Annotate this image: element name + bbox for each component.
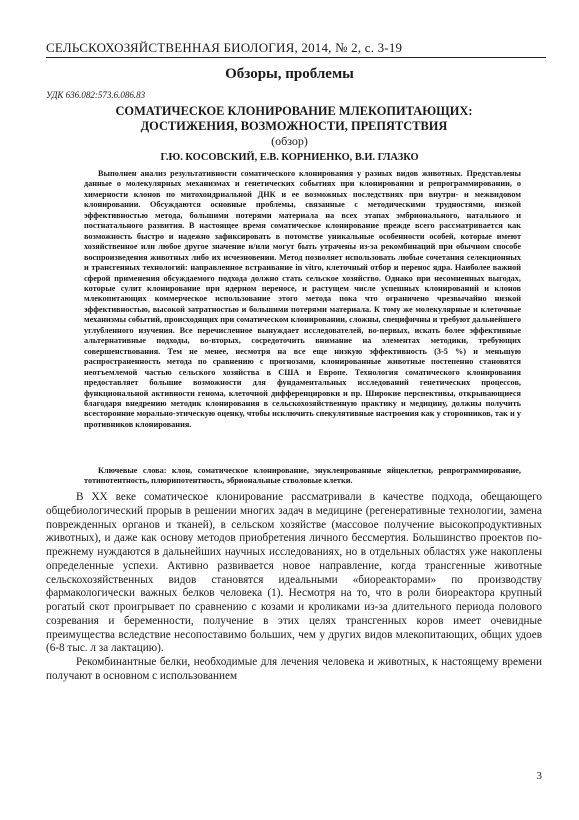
article-body (46, 491, 542, 684)
article-subtitle: (обзор) (271, 134, 308, 148)
keywords-text: Ключевые слова: клон, соматическое клонирование, энуклеированные яйцеклетки, репрограммирование, тотипотентность, плюрипотентность, эбриональные стволовые клетки. (84, 466, 521, 486)
article-title-line-2: ДОСТИЖЕНИЯ, ВОЗМОЖНОСТИ, ПРЕПЯТСТВИЯ (140, 119, 448, 133)
page-number: 3 (536, 770, 542, 782)
section-title: Обзоры, проблемы (225, 66, 354, 82)
udc-code: УДК 636.082:573.6.086.83 (46, 90, 146, 100)
journal-header: СЕЛЬСКОХОЗЯЙСТВЕННАЯ БИОЛОГИЯ, 2014, № 2, с. 3-19 (46, 40, 403, 55)
article-title-line-1: СОМАТИЧЕСКОЕ КЛОНИРОВАНИЕ МЛЕКОПИТАЮЩИХ: (115, 104, 473, 118)
keywords (84, 466, 521, 487)
header-divider (46, 57, 546, 58)
article-title (46, 104, 542, 134)
article-authors: Г.Ю. КОСОВСКИЙ, Е.В. КОРНИЕНКО, В.И. ГЛАЗКО (160, 152, 419, 163)
body-paragraph-2: Рекомбинантные белки, необходимые для лечения человека и животных, к настоящему времени получают в основном с использованием (46, 656, 542, 682)
abstract (84, 169, 521, 430)
body-paragraph-1: В XX веке соматическое клонирование рассматривали в качестве подхода, обещающего общебиологический прорыв в решении многих задач в медицине (регенеративные технологии, замена поврежденных органов и тканей), в сельском хозяйстве (массовое получение высокопродуктивных животных), и даже как основу методов приобретения личного бессмертия. Большинство проектов по-прежнему нуждаются в дальнейших научных исследованиях, но в отдельных областях уже накоплены определенные успехи. Активно развивается новое направление, когда трансгенные животные сельскохозяйственных видов становятся идеальными «биореакторами» по производству фармакологически важных белков человека (1). Несмотря на то, что в роли биореактора крупный рогатый скот проигрывает по сравнению с козами и кроликами из-за длительного периода полового созревания и беременности, получение в этих целях трансгенных коров имеет очевидные преимущества вследствие несопоставимо больших, чем у других видов млекопитающих, общих удоев (6-8 тыс. л за лактацию). (46, 491, 542, 655)
abstract-text: Выполнен анализ результативности соматического клонирования у разных видов животных. Представлены данные о молекулярных механизмах и генетических событиях при клонировании и репрограммировании, о химерности клонов по митохондриальной ДНК и ее возможных последствиях при внутри- и межвидовом клонировании. Обсуждаются основные проблемы, связанные с методическими трудностями, низкой эффективностью метода, большими потерями материала на всех этапах эмбрионального, натального и постнатального развития. В настоящее время соматическое клонирование прежде всего рассматривается как возможность быстро и надежно зафиксировать в потомстве уникальные особенности особей, которые имеют хозяйственное или любое другое значение и/или могут быть утрачены из-за рекомбинаций при обычном способе воспроизведения животных либо их исчезновении. Метод позволяет использовать любые сочетания селекционных и трансгенных технологий: направленное встраивание in vitro, клеточный отбор и перенос ядра. Наиболее важной сферой применения обсуждаемого подхода должно стать сельское хозяйство. Однако при несомненных выгодах, которые сулит клонирование при ядерном переносе, и растущем числе успешных клонирований и клонов млекопитающих коммерческое использование этого метода пока что ограничено чрезвычайно низкой эффективностью, высокой затратностью и большими потерями материала. К тому же молекулярные и клеточные механизмы событий, происходящих при соматическом клонировании, сложны, специфичны и требуют дальнейшего углубленного изучения. Все перечисленное вынуждает исследователей, во-первых, искать более эффективные альтернативные подходы, во-вторых, сосредоточить внимание на элементах методики, требующих совершенствования. Тем не менее, несмотря на все еще низкую эффективность (3-5 %) и меньшую распространенность метода по сравнению с прогнозами, клонированные животные постепенно становятся неотъемлемой частью сельского хозяйства в США и Европе. Технология соматического клонирования предоставляет большие возможности для фундаментальных исследований генетических процессов, функциональной активности генома, клеточной дифференцировки и пр. Широкие перспективы, открывающиеся благодаря внедрению методик клонирования в сельскохозяйственную практику и медицину, должны получить всесторонние морально-этическую оценку, чтобы исключить спекулятивные настроения как у сторонников, так и у противников клонирования. (84, 169, 521, 429)
